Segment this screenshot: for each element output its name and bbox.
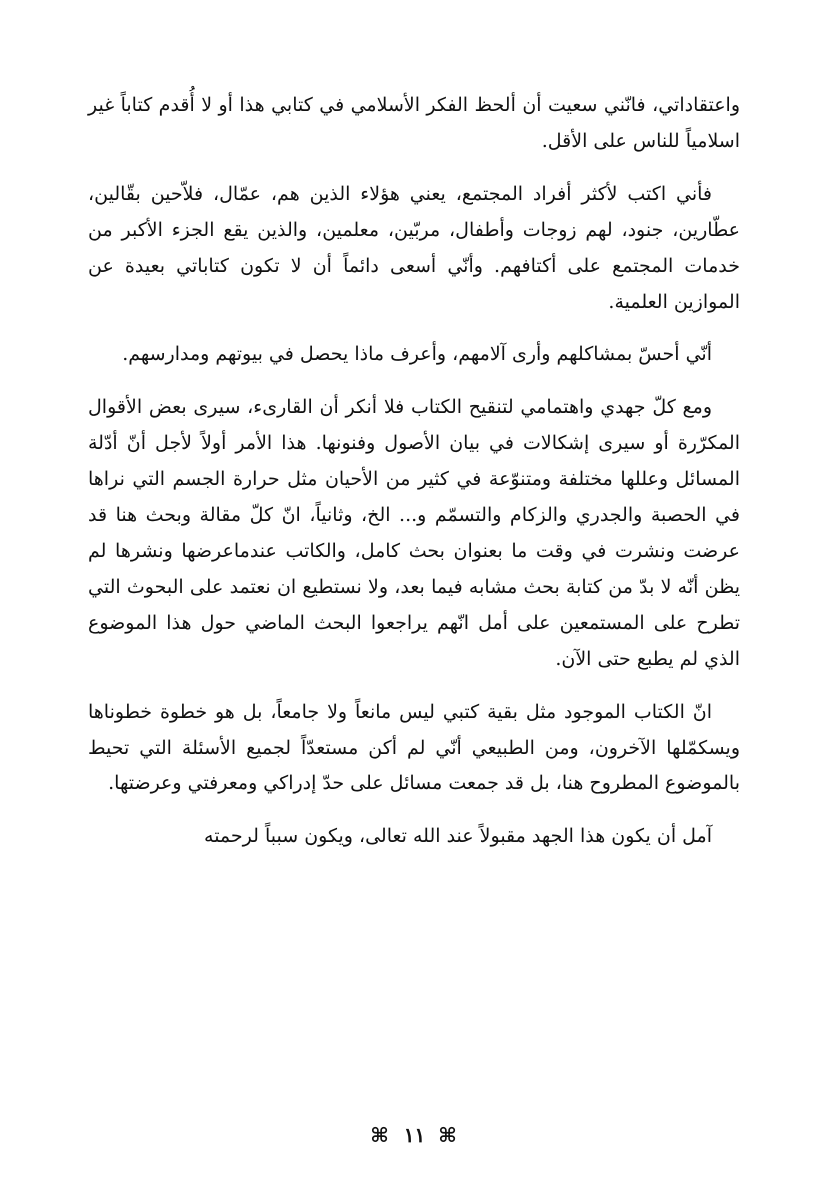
body-text (88, 88, 740, 872)
paragraph-2: فأني اكتب لأكثر أفراد المجتمع، يعني هؤلاء الذين هم، عمّال، فلاّحين بقّالين، عطّارين، جنود، لهم زوجات وأطفال، مربّين، معلمين، والذين يقع الجزء الأكبر من خدمات المجتمع على أكتافهم. وأنّي أسعى دائماً أن لا تكون كتاباتي بعيدة عن الموازين العلمية. (88, 182, 740, 313)
footer-ornament-left-icon: ⌘ (370, 1122, 391, 1147)
paragraph-6: آمل أن يكون هذا الجهد مقبولاً عند الله تعالى، ويكون سبباً لرحمته (204, 825, 712, 848)
page-number: ١١ (403, 1122, 426, 1147)
paragraph-4: ومع كلّ جهدي واهتمامي لتنقيح الكتاب فلا أنكر أن القارىء، سيرى بعض الأقوال المكرّرة أو سيرى إشكالات في بيان الأصول وفنونها. هذا الأمر أولاً لأجل أنّ أدّلة المسائل وعللها مختلفة ومتنوّعة في كثير من الأحيان مثل حرارة الجسم التي نراها في الحصبة والجدري والزكام والتسمّم و... الخ، وثانياً، انّ كلّ مقالة وبحث هنا قد عرضت ونشرت في وقت ما بعنوان بحث كامل، والكاتب عندماعرضها ونشرها لم يظن أنّه لا بدّ من كتابة بحث مشابه فيما بعد، ولا نستطيع ان نعتمد على البحوث التي تطرح على المستمعين على أمل انّهم يراجعوا البحث الماضي حول هذا الموضوع الذي لم يطبع حتى الآن. (88, 396, 740, 670)
paragraph-3: أنّي أحسّ بمشاكلهم وأرى آلامهم، وأعرف ماذا يحصل في بيوتهم ومدارسهم. (122, 343, 712, 366)
footer-ornament-right-icon: ⌘ (438, 1122, 459, 1147)
page-footer (0, 1121, 829, 1147)
paragraph-1: واعتقاداتي، فانّني سعيت أن ألحظ الفكر الأسلامي في كتابي هذا أو لا أُقدم كتاباً غير اسلامياً للناس على الأقل. (88, 94, 740, 152)
paragraph-5: انّ الكتاب الموجود مثل بقية كتبي ليس مانعاً ولا جامعاً، بل هو خطوة خطوناها ويسكمّلها الآخرون، ومن الطبيعي أنّي لم أكن مستعدّاً لجميع الأسئلة التي تحيط بالموضوع المطروح هنا، بل قد جمعت مسائل على حدّ إدراكي ومعرفتي وعرضتها. (88, 700, 740, 795)
